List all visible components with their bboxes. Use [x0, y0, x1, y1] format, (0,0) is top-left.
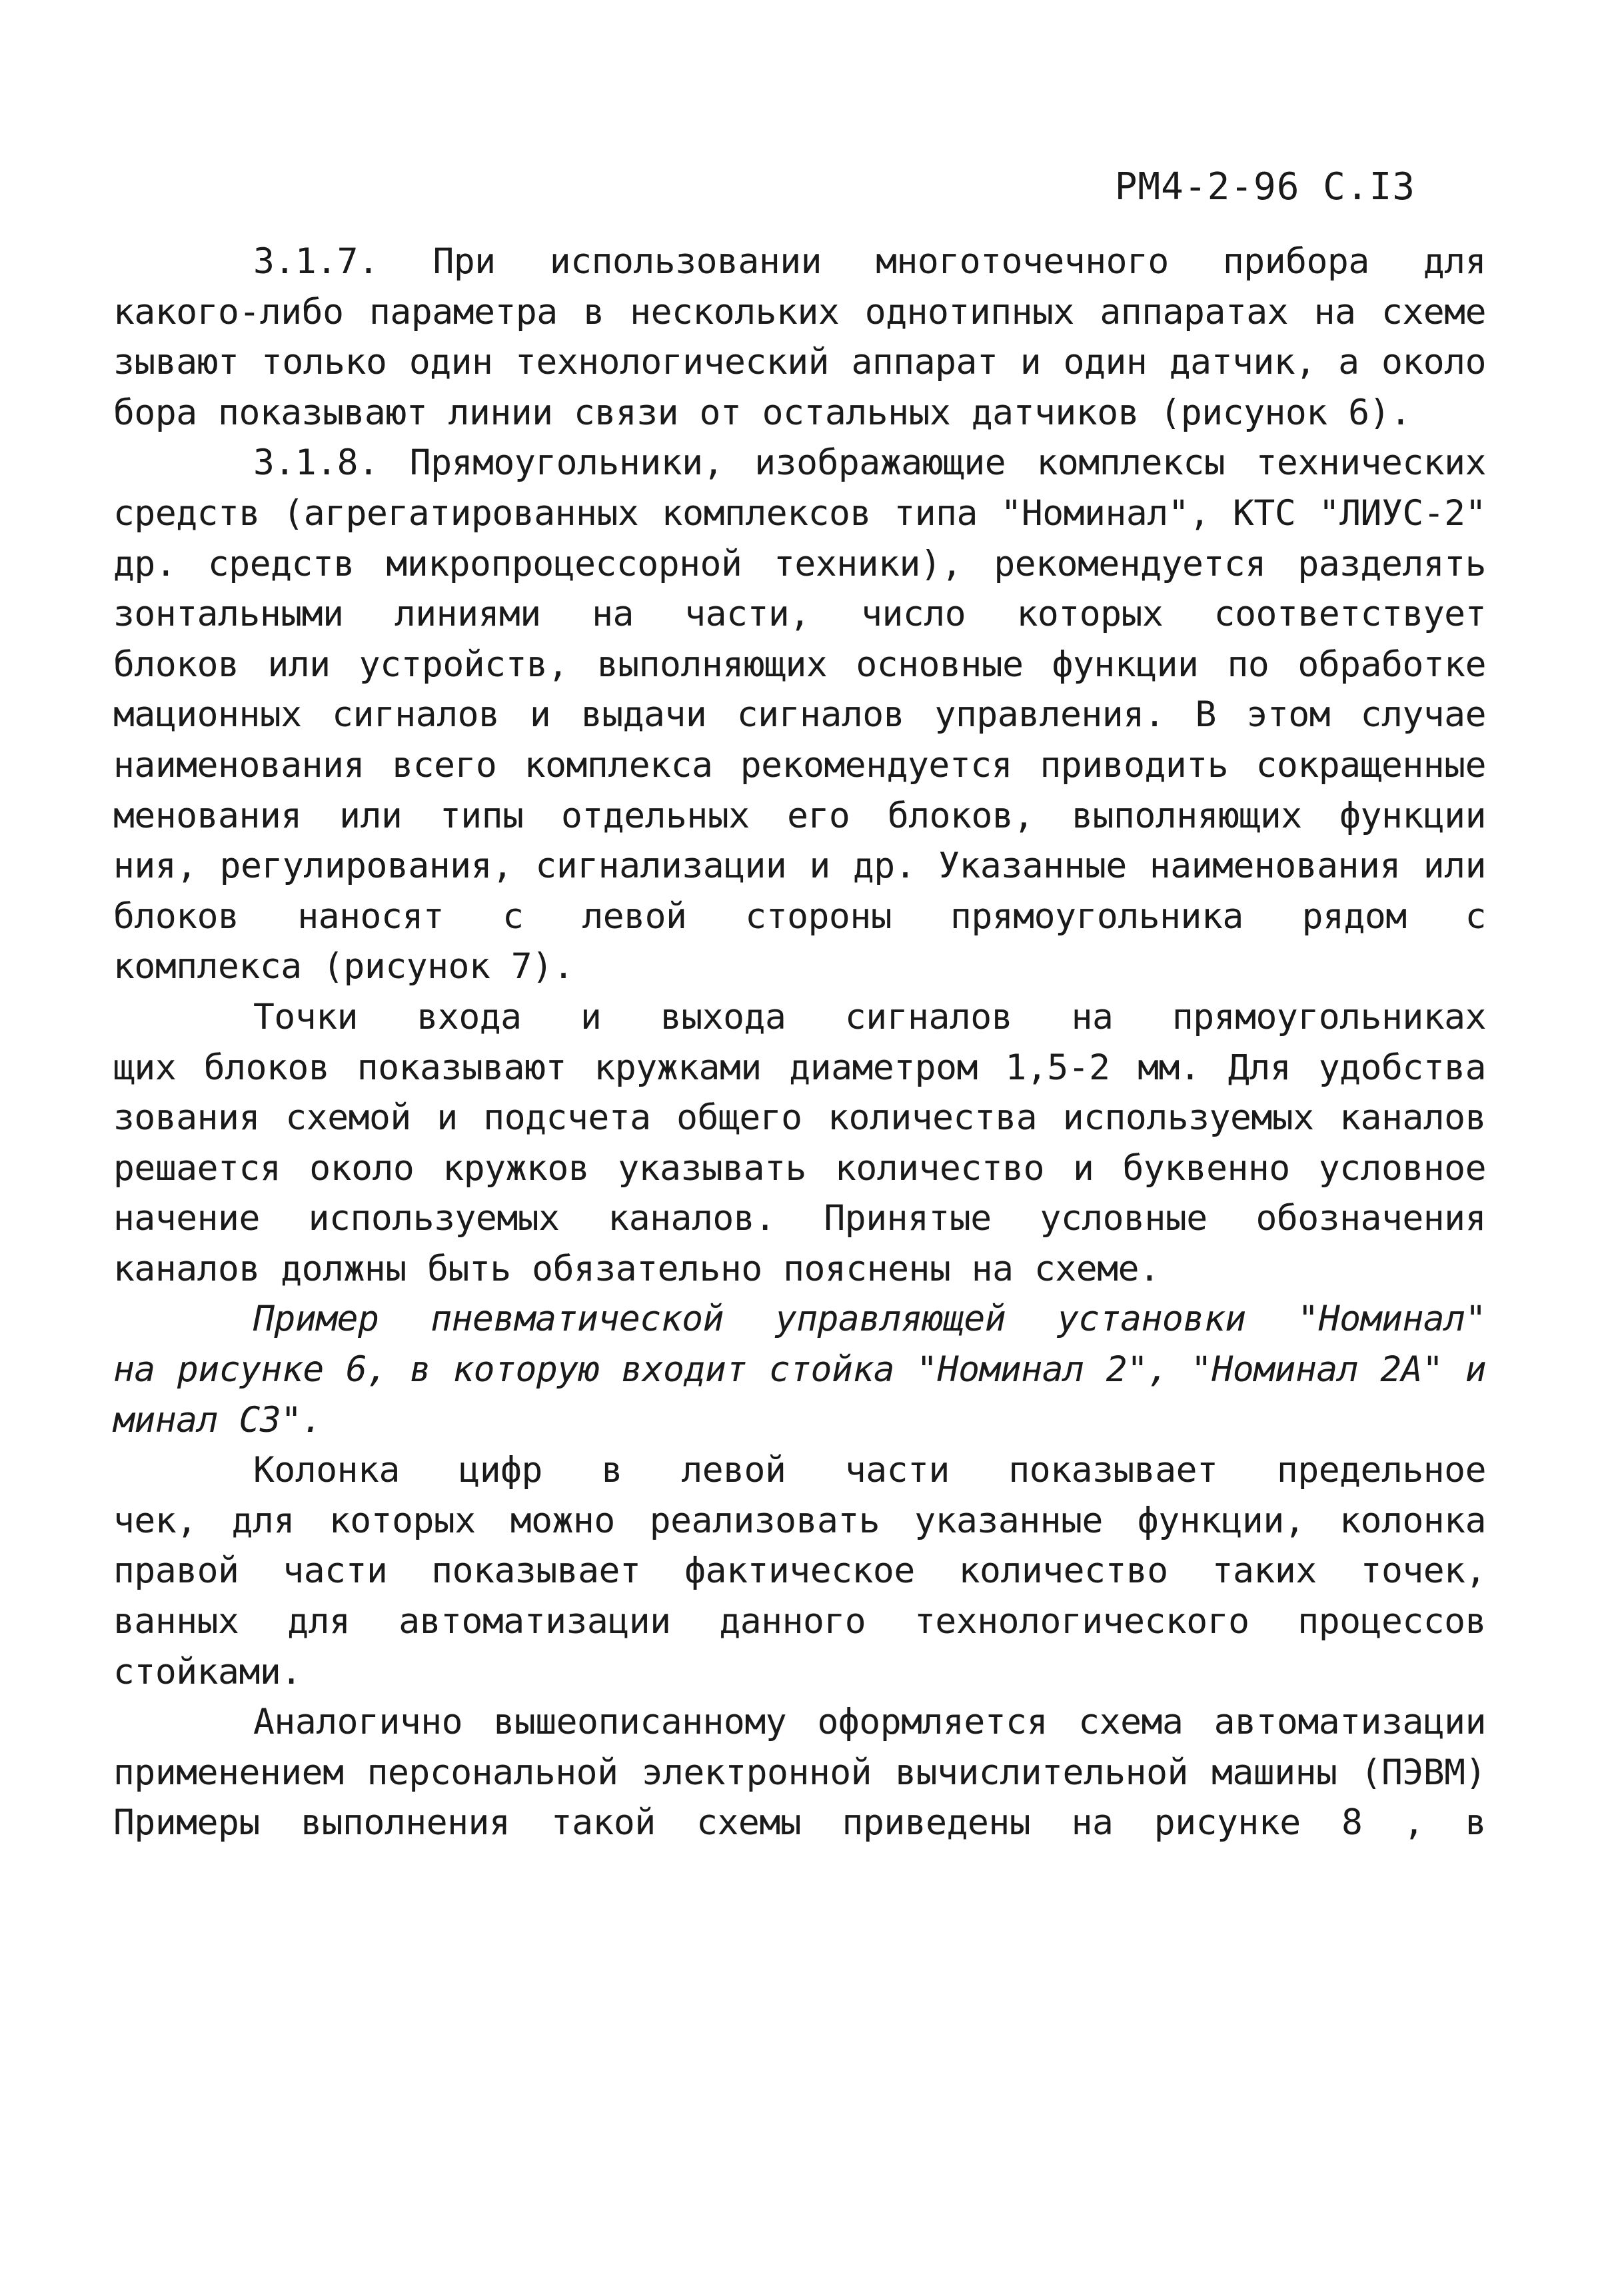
text-line: правой части показывает фактическое количество таких точек, — [113, 1550, 1486, 1592]
text-line: средств (агрегатированных комплексов типа "Номинал", КТС "ЛИУС-2" — [113, 492, 1486, 534]
text-line: какого-либо параметра в нескольких однотипных аппаратах на схеме — [113, 291, 1486, 332]
text-line: Пример пневматической управляющей установки "Номинал" — [253, 1299, 1486, 1340]
text-line: блоков наносят с левой стороны прямоугольника рядом с — [113, 895, 1486, 937]
text-line: начение используемых каналов. Принятые условные обозначения — [113, 1198, 1486, 1239]
text-line: зонтальными линиями на части, число которых соответствует — [113, 594, 1486, 635]
text-line: наименования всего комплекса рекомендуется приводить сокращенные — [113, 744, 1486, 786]
text-line: применением персональной электронной вычислительной машины (ПЭВМ) — [113, 1752, 1486, 1793]
text-line: минал С3". — [113, 1399, 323, 1440]
text-line: Точки входа и выхода сигналов на прямоугольниках — [253, 996, 1486, 1037]
text-line: ванных для автоматизации данного технологического процессов — [113, 1601, 1486, 1642]
text-line: 3.1.7. При использовании многоточечного прибора для — [253, 241, 1486, 282]
text-line: каналов должны быть обязательно пояснены на схеме. — [113, 1248, 1160, 1289]
text-line: зывают только один технологический аппарат и один датчик, а около — [113, 342, 1486, 383]
text-line: Колонка цифр в левой части показывает предельное — [253, 1450, 1486, 1491]
text-line: стойками. — [113, 1651, 302, 1692]
text-line: щих блоков показывают кружками диаметром 1,5-2 мм. Для удобства — [113, 1047, 1486, 1088]
document-code-header: РМ4-2-96 С.I3 — [1114, 165, 1415, 209]
text-line: комплекса (рисунок 7). — [113, 946, 574, 987]
text-line: зования схемой и подсчета общего количества используемых каналов — [113, 1097, 1486, 1139]
text-line: 3.1.8. Прямоугольники, изображающие комплексы технических — [253, 442, 1486, 484]
text-line: мационных сигналов и выдачи сигналов управления. В этом случае — [113, 694, 1486, 736]
text-line: Примеры выполнения такой схемы приведены на рисунке 8 , в — [113, 1802, 1486, 1844]
text-line: Аналогично вышеописанному оформляется схема автоматизации — [253, 1702, 1486, 1743]
text-line: блоков или устройств, выполняющих основные функции по обработке — [113, 644, 1486, 685]
text-line: бора показывают линии связи от остальных датчиков (рисунок 6). — [113, 392, 1411, 433]
text-line: менования или типы отдельных его блоков, выполняющих функции — [113, 795, 1486, 836]
text-line: на рисунке 6, в которую входит стойка "Номинал 2", "Номинал 2А" и — [113, 1349, 1486, 1391]
body-text — [113, 237, 1486, 1848]
text-line: решается около кружков указывать количество и буквенно условное — [113, 1147, 1486, 1189]
text-line: ния, регулирования, сигнализации и др. Указанные наименования или — [113, 846, 1486, 887]
text-line: чек, для которых можно реализовать указанные функции, колонка — [113, 1500, 1486, 1541]
text-line: др. средств микропроцессорной техники), рекомендуется разделять — [113, 543, 1486, 584]
